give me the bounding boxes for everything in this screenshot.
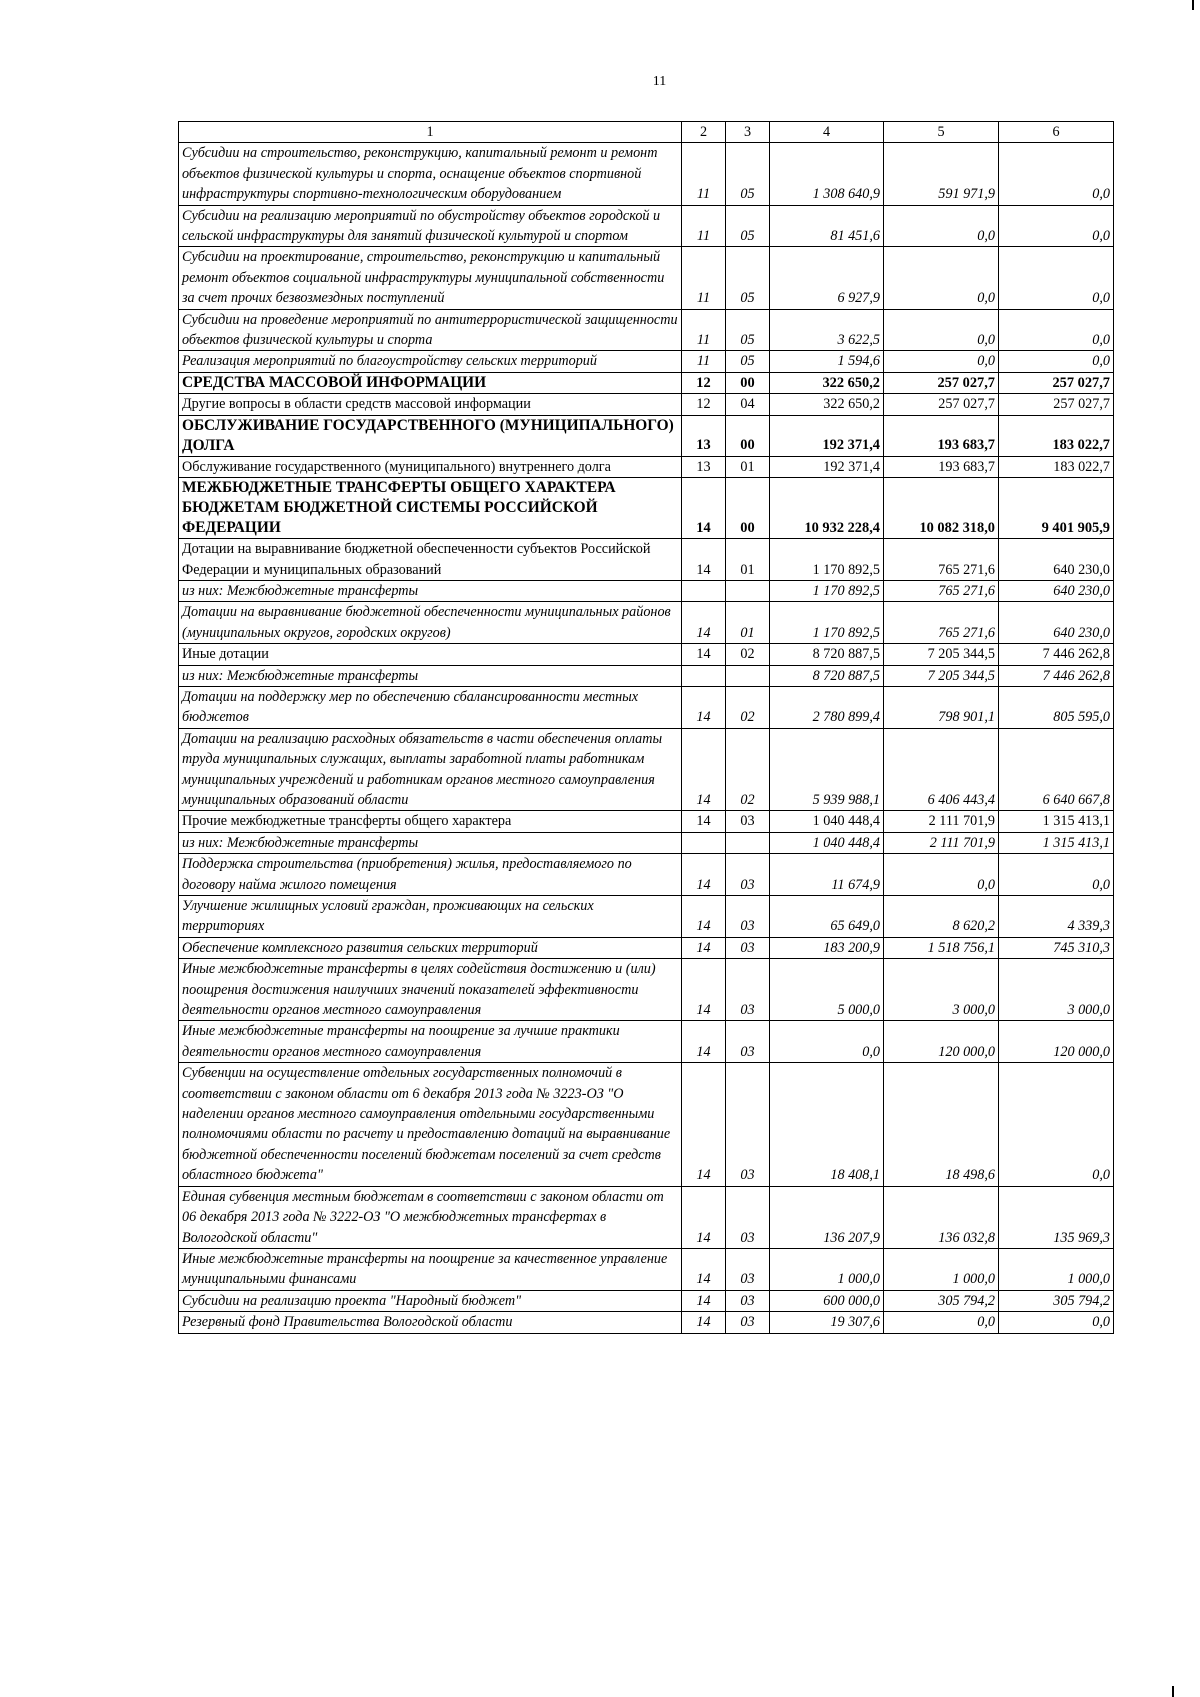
- row-subsection-code: 03: [726, 1290, 770, 1311]
- row-value-1: 0,0: [770, 1021, 884, 1063]
- table-row: [179, 644, 1114, 665]
- row-name: Поддержка строительства (приобретения) жилья, предоставляемого по договору найма жилого помещения: [179, 854, 682, 896]
- column-header: 5: [884, 122, 999, 143]
- row-subsection-code: [726, 580, 770, 601]
- row-value-2: 2 111 701,9: [884, 811, 999, 832]
- row-value-1: 10 932 228,4: [770, 478, 884, 539]
- row-section-code: 14: [682, 811, 726, 832]
- table-row: [179, 854, 1114, 896]
- row-subsection-code: 03: [726, 896, 770, 938]
- row-name: Дотации на выравнивание бюджетной обеспеченности субъектов Российской Федерации и муниципальных образований: [179, 539, 682, 581]
- row-value-2: 193 683,7: [884, 456, 999, 477]
- row-value-2: 0,0: [884, 351, 999, 372]
- row-name: из них: Межбюджетные трансферты: [179, 832, 682, 853]
- row-name: МЕЖБЮДЖЕТНЫЕ ТРАНСФЕРТЫ ОБЩЕГО ХАРАКТЕРА БЮДЖЕТАМ БЮДЖЕТНОЙ СИСТЕМЫ РОССИЙСКОЙ ФЕДЕРАЦИИ: [179, 478, 682, 539]
- row-value-2: 257 027,7: [884, 372, 999, 393]
- table-row: [179, 205, 1114, 247]
- row-section-code: 11: [682, 143, 726, 205]
- row-value-1: 2 780 899,4: [770, 686, 884, 728]
- row-value-1: 5 939 988,1: [770, 728, 884, 811]
- row-section-code: 13: [682, 415, 726, 456]
- row-section-code: 14: [682, 854, 726, 896]
- row-value-2: 0,0: [884, 247, 999, 309]
- row-value-3: 0,0: [999, 247, 1114, 309]
- row-subsection-code: 02: [726, 644, 770, 665]
- row-section-code: 14: [682, 896, 726, 938]
- row-value-2: 120 000,0: [884, 1021, 999, 1063]
- row-value-2: 765 271,6: [884, 580, 999, 601]
- row-value-3: 1 315 413,1: [999, 832, 1114, 853]
- row-value-3: 9 401 905,9: [999, 478, 1114, 539]
- row-value-2: 765 271,6: [884, 602, 999, 644]
- row-subsection-code: 05: [726, 143, 770, 205]
- row-name: Улучшение жилищных условий граждан, проживающих на сельских территориях: [179, 896, 682, 938]
- row-name: Дотации на поддержку мер по обеспечению сбалансированности местных бюджетов: [179, 686, 682, 728]
- row-name: Субвенции на осуществление отдельных государственных полномочий в соответствии с законом области от 6 декабря 2013 года № 3223-ОЗ "О наделении органов местного самоуправления отдельными государственными полномочиями области по расчету и предоставлению дотаций на выравнивание бюджетной обеспеченности поселений бюджетам поселений за счет средств областного бюджета": [179, 1063, 682, 1186]
- row-value-3: 0,0: [999, 309, 1114, 351]
- table-row: [179, 832, 1114, 853]
- row-subsection-code: 04: [726, 394, 770, 415]
- table-row: [179, 728, 1114, 811]
- row-subsection-code: 05: [726, 309, 770, 351]
- row-section-code: 14: [682, 1186, 726, 1248]
- table-row: [179, 415, 1114, 456]
- row-value-1: 192 371,4: [770, 456, 884, 477]
- row-name: Субсидии на проектирование, строительство, реконструкцию и капитальный ремонт объектов социальной инфраструктуры муниципальной собственности за счет прочих безвозмездных поступлений: [179, 247, 682, 309]
- row-section-code: 14: [682, 539, 726, 581]
- row-value-2: 2 111 701,9: [884, 832, 999, 853]
- row-subsection-code: 01: [726, 602, 770, 644]
- row-subsection-code: 03: [726, 1063, 770, 1186]
- row-value-2: 18 498,6: [884, 1063, 999, 1186]
- row-section-code: 11: [682, 247, 726, 309]
- row-name: Дотации на выравнивание бюджетной обеспеченности муниципальных районов (муниципальных округов, городских округов): [179, 602, 682, 644]
- row-value-2: 257 027,7: [884, 394, 999, 415]
- row-value-2: 591 971,9: [884, 143, 999, 205]
- scan-mark-top-right: [1192, 0, 1194, 10]
- row-subsection-code: 01: [726, 456, 770, 477]
- row-section-code: 14: [682, 602, 726, 644]
- row-value-2: 3 000,0: [884, 959, 999, 1021]
- table-row: [179, 372, 1114, 393]
- row-name: Субсидии на строительство, реконструкцию, капитальный ремонт и ремонт объектов физической культуры и спорта, оснащение объектов спортивной инфраструктуры спортивно-технологическим оборудованием: [179, 143, 682, 205]
- table-row: [179, 686, 1114, 728]
- row-name: Реализация мероприятий по благоустройству сельских территорий: [179, 351, 682, 372]
- row-subsection-code: 03: [726, 1312, 770, 1333]
- row-value-2: 136 032,8: [884, 1186, 999, 1248]
- row-value-1: 3 622,5: [770, 309, 884, 351]
- table-row: [179, 580, 1114, 601]
- row-value-3: 0,0: [999, 351, 1114, 372]
- row-value-3: 0,0: [999, 143, 1114, 205]
- row-section-code: 11: [682, 309, 726, 351]
- row-value-1: 1 040 448,4: [770, 832, 884, 853]
- row-value-3: 6 640 667,8: [999, 728, 1114, 811]
- row-name: Дотации на реализацию расходных обязательств в части обеспечения оплаты труда муниципальных служащих, выплаты заработной платы работникам муниципальных учреждений и работникам органов местного самоуправления муниципальных образований области: [179, 728, 682, 811]
- table-row: [179, 811, 1114, 832]
- row-subsection-code: 00: [726, 415, 770, 456]
- row-section-code: [682, 832, 726, 853]
- row-subsection-code: 05: [726, 351, 770, 372]
- row-value-1: 1 308 640,9: [770, 143, 884, 205]
- row-value-3: 0,0: [999, 1312, 1114, 1333]
- row-value-3: 0,0: [999, 854, 1114, 896]
- row-section-code: 11: [682, 351, 726, 372]
- row-subsection-code: 05: [726, 205, 770, 247]
- row-section-code: 14: [682, 1063, 726, 1186]
- column-header: 6: [999, 122, 1114, 143]
- table-row: [179, 937, 1114, 958]
- table-row: [179, 143, 1114, 205]
- row-name: ОБСЛУЖИВАНИЕ ГОСУДАРСТВЕННОГО (МУНИЦИПАЛЬНОГО) ДОЛГА: [179, 415, 682, 456]
- row-section-code: 14: [682, 1290, 726, 1311]
- row-value-3: 745 310,3: [999, 937, 1114, 958]
- row-name: Субсидии на реализацию проекта "Народный бюджет": [179, 1290, 682, 1311]
- row-subsection-code: 03: [726, 1186, 770, 1248]
- row-value-3: 135 969,3: [999, 1186, 1114, 1248]
- row-subsection-code: 03: [726, 1248, 770, 1290]
- row-section-code: 12: [682, 372, 726, 393]
- row-name: Иные межбюджетные трансферты на поощрение за качественное управление муниципальными финансами: [179, 1248, 682, 1290]
- row-section-code: 14: [682, 1021, 726, 1063]
- row-section-code: 14: [682, 959, 726, 1021]
- row-value-1: 6 927,9: [770, 247, 884, 309]
- column-header: 1: [179, 122, 682, 143]
- row-value-3: 640 230,0: [999, 602, 1114, 644]
- row-value-2: 8 620,2: [884, 896, 999, 938]
- row-subsection-code: 02: [726, 728, 770, 811]
- row-value-3: 1 315 413,1: [999, 811, 1114, 832]
- row-value-2: 0,0: [884, 309, 999, 351]
- row-section-code: 14: [682, 644, 726, 665]
- row-section-code: 11: [682, 205, 726, 247]
- row-section-code: 14: [682, 1248, 726, 1290]
- table-row: [179, 1021, 1114, 1063]
- row-value-3: 1 000,0: [999, 1248, 1114, 1290]
- table-row: [179, 394, 1114, 415]
- table-row: [179, 665, 1114, 686]
- row-section-code: [682, 665, 726, 686]
- row-value-2: 193 683,7: [884, 415, 999, 456]
- row-value-1: 322 650,2: [770, 394, 884, 415]
- row-value-1: 1 000,0: [770, 1248, 884, 1290]
- row-value-1: 5 000,0: [770, 959, 884, 1021]
- row-subsection-code: 00: [726, 372, 770, 393]
- row-name: Иные межбюджетные трансферты в целях содействия достижению и (или) поощрения достижения наилучших значений показателей эффективности деятельности органов местного самоуправления: [179, 959, 682, 1021]
- row-value-1: 322 650,2: [770, 372, 884, 393]
- row-section-code: 14: [682, 478, 726, 539]
- row-subsection-code: 00: [726, 478, 770, 539]
- row-value-3: 640 230,0: [999, 580, 1114, 601]
- row-name: Другие вопросы в области средств массовой информации: [179, 394, 682, 415]
- row-subsection-code: 01: [726, 539, 770, 581]
- table-header-row: [179, 122, 1114, 143]
- row-value-3: 4 339,3: [999, 896, 1114, 938]
- row-value-3: 7 446 262,8: [999, 644, 1114, 665]
- row-name: СРЕДСТВА МАССОВОЙ ИНФОРМАЦИИ: [179, 372, 682, 393]
- row-value-3: 305 794,2: [999, 1290, 1114, 1311]
- row-name: Прочие межбюджетные трансферты общего характера: [179, 811, 682, 832]
- row-value-3: 120 000,0: [999, 1021, 1114, 1063]
- table-row: [179, 1186, 1114, 1248]
- column-header: 3: [726, 122, 770, 143]
- row-name: Иные дотации: [179, 644, 682, 665]
- row-section-code: 12: [682, 394, 726, 415]
- row-name: Обеспечение комплексного развития сельских территорий: [179, 937, 682, 958]
- row-value-3: 183 022,7: [999, 456, 1114, 477]
- table-body: [179, 143, 1114, 1333]
- row-subsection-code: 03: [726, 937, 770, 958]
- budget-table: [178, 121, 1114, 1334]
- row-subsection-code: 02: [726, 686, 770, 728]
- row-value-2: 798 901,1: [884, 686, 999, 728]
- row-value-3: 257 027,7: [999, 372, 1114, 393]
- row-value-1: 8 720 887,5: [770, 644, 884, 665]
- row-value-1: 600 000,0: [770, 1290, 884, 1311]
- table-row: [179, 1290, 1114, 1311]
- table-row: [179, 959, 1114, 1021]
- row-subsection-code: 03: [726, 811, 770, 832]
- row-value-1: 1 170 892,5: [770, 602, 884, 644]
- column-header: 4: [770, 122, 884, 143]
- row-value-2: 6 406 443,4: [884, 728, 999, 811]
- table-row: [179, 896, 1114, 938]
- row-value-2: 10 082 318,0: [884, 478, 999, 539]
- row-value-2: 765 271,6: [884, 539, 999, 581]
- row-subsection-code: 05: [726, 247, 770, 309]
- row-subsection-code: 03: [726, 854, 770, 896]
- row-value-3: 805 595,0: [999, 686, 1114, 728]
- row-value-3: 3 000,0: [999, 959, 1114, 1021]
- row-value-3: 183 022,7: [999, 415, 1114, 456]
- page-number: 11: [652, 74, 667, 89]
- table-row: [179, 456, 1114, 477]
- row-value-1: 183 200,9: [770, 937, 884, 958]
- row-value-3: 0,0: [999, 205, 1114, 247]
- row-section-code: 14: [682, 686, 726, 728]
- column-header: 2: [682, 122, 726, 143]
- row-value-1: 19 307,6: [770, 1312, 884, 1333]
- row-value-1: 8 720 887,5: [770, 665, 884, 686]
- row-value-1: 81 451,6: [770, 205, 884, 247]
- row-name: Иные межбюджетные трансферты на поощрение за лучшие практики деятельности органов местного самоуправления: [179, 1021, 682, 1063]
- row-value-3: 257 027,7: [999, 394, 1114, 415]
- row-value-1: 1 170 892,5: [770, 580, 884, 601]
- row-section-code: [682, 580, 726, 601]
- row-name: из них: Межбюджетные трансферты: [179, 580, 682, 601]
- table-row: [179, 602, 1114, 644]
- table-row: [179, 1312, 1114, 1333]
- row-value-2: 0,0: [884, 1312, 999, 1333]
- row-value-2: 1 000,0: [884, 1248, 999, 1290]
- table-row: [179, 309, 1114, 351]
- row-value-3: 640 230,0: [999, 539, 1114, 581]
- row-section-code: 13: [682, 456, 726, 477]
- row-subsection-code: 03: [726, 959, 770, 1021]
- row-value-1: 18 408,1: [770, 1063, 884, 1186]
- table-row: [179, 539, 1114, 581]
- row-value-1: 65 649,0: [770, 896, 884, 938]
- row-value-1: 192 371,4: [770, 415, 884, 456]
- table-row: [179, 1248, 1114, 1290]
- row-value-2: 7 205 344,5: [884, 644, 999, 665]
- row-name: Обслуживание государственного (муниципального) внутреннего долга: [179, 456, 682, 477]
- row-value-1: 1 040 448,4: [770, 811, 884, 832]
- row-value-2: 0,0: [884, 205, 999, 247]
- row-subsection-code: [726, 665, 770, 686]
- row-section-code: 14: [682, 1312, 726, 1333]
- scan-mark-bottom-right: [1172, 1686, 1174, 1697]
- row-subsection-code: 03: [726, 1021, 770, 1063]
- row-value-1: 1 594,6: [770, 351, 884, 372]
- row-value-2: 1 518 756,1: [884, 937, 999, 958]
- row-value-2: 305 794,2: [884, 1290, 999, 1311]
- row-value-1: 1 170 892,5: [770, 539, 884, 581]
- row-value-2: 7 205 344,5: [884, 665, 999, 686]
- table-row: [179, 478, 1114, 539]
- row-value-3: 0,0: [999, 1063, 1114, 1186]
- row-section-code: 14: [682, 937, 726, 958]
- row-section-code: 14: [682, 728, 726, 811]
- row-value-1: 11 674,9: [770, 854, 884, 896]
- table-row: [179, 1063, 1114, 1186]
- row-name: из них: Межбюджетные трансферты: [179, 665, 682, 686]
- row-subsection-code: [726, 832, 770, 853]
- table-row: [179, 351, 1114, 372]
- row-name: Субсидии на реализацию мероприятий по обустройству объектов городской и сельской инфраструктуры для занятий физической культурой и спортом: [179, 205, 682, 247]
- row-value-2: 0,0: [884, 854, 999, 896]
- row-value-3: 7 446 262,8: [999, 665, 1114, 686]
- row-value-1: 136 207,9: [770, 1186, 884, 1248]
- row-name: Субсидии на проведение мероприятий по антитеррористической защищенности объектов физической культуры и спорта: [179, 309, 682, 351]
- table-row: [179, 247, 1114, 309]
- row-name: Единая субвенция местным бюджетам в соответствии с законом области от 06 декабря 2013 года № 3222-ОЗ "О межбюджетных трансфертах в Вологодской области": [179, 1186, 682, 1248]
- row-name: Резервный фонд Правительства Вологодской области: [179, 1312, 682, 1333]
